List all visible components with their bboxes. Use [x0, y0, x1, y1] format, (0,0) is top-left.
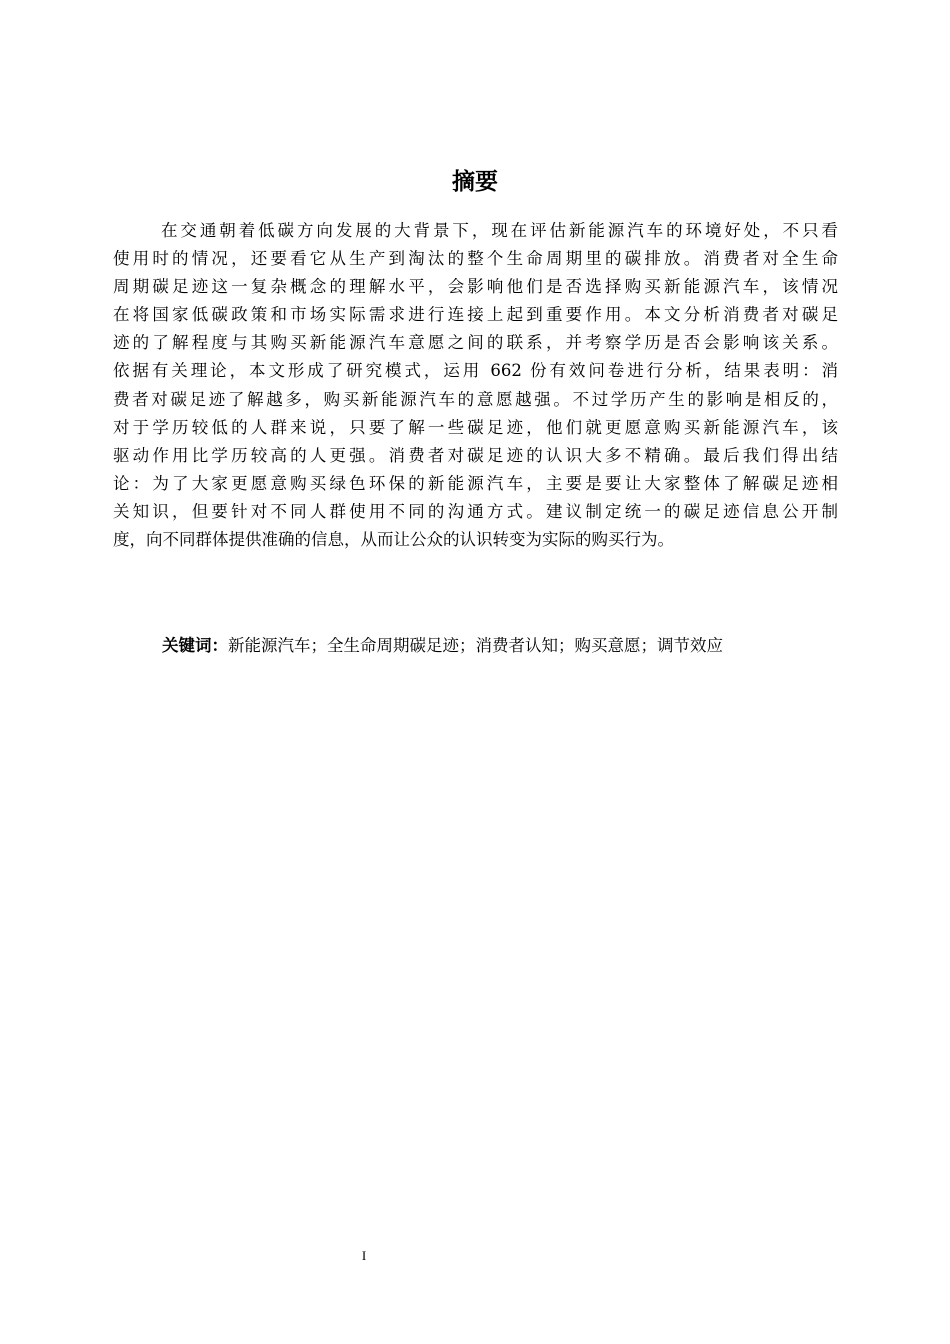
abstract-line: 费者对碳足迹了解越多，购买新能源汽车的意愿越强。不过学历产生的影响是相反的，: [113, 389, 838, 409]
abstract-line: 迹的了解程度与其购买新能源汽车意愿之间的联系，并考察学历是否会影响该关系。: [113, 333, 838, 353]
abstract-title: 摘要: [452, 169, 498, 195]
keywords-text: 新能源汽车；全生命周期碳足迹；消费者认知；购买意愿；调节效应: [228, 636, 723, 655]
abstract-line: 关知识，但要针对不同人群使用不同的沟通方式。建议制定统一的碳足迹信息公开制: [113, 501, 838, 521]
page-number: I: [361, 1248, 367, 1263]
abstract-line: 使用时的情况，还要看它从生产到淘汰的整个生命周期里的碳排放。消费者对全生命: [113, 249, 838, 269]
abstract-line: 驱动作用比学历较高的人更强。消费者对碳足迹的认识大多不精确。最后我们得出结: [113, 445, 838, 465]
abstract-body: [113, 217, 838, 554]
abstract-line: 依据有关理论，本文形成了研究模式，运用 662 份有效问卷进行分析，结果表明：消: [113, 361, 838, 381]
abstract-line: 度，向不同群体提供准确的信息，从而让公众的认识转变为实际的购买行为。: [113, 530, 674, 550]
abstract-line: 周期碳足迹这一复杂概念的理解水平，会影响他们是否选择购买新能源汽车，该情况: [113, 277, 838, 297]
keywords-label: 关键词：: [162, 636, 228, 655]
abstract-line: 在将国家低碳政策和市场实际需求进行连接上起到重要作用。本文分析消费者对碳足: [113, 305, 838, 325]
keywords-line: [162, 632, 862, 660]
abstract-line: 在交通朝着低碳方向发展的大背景下，现在评估新能源汽车的环境好处，不只看: [161, 221, 838, 240]
abstract-line: 论：为了大家更愿意购买绿色环保的新能源汽车，主要是要让大家整体了解碳足迹相: [113, 473, 838, 493]
abstract-line: 对于学历较低的人群来说，只要了解一些碳足迹，他们就更愿意购买新能源汽车，该: [113, 417, 838, 437]
